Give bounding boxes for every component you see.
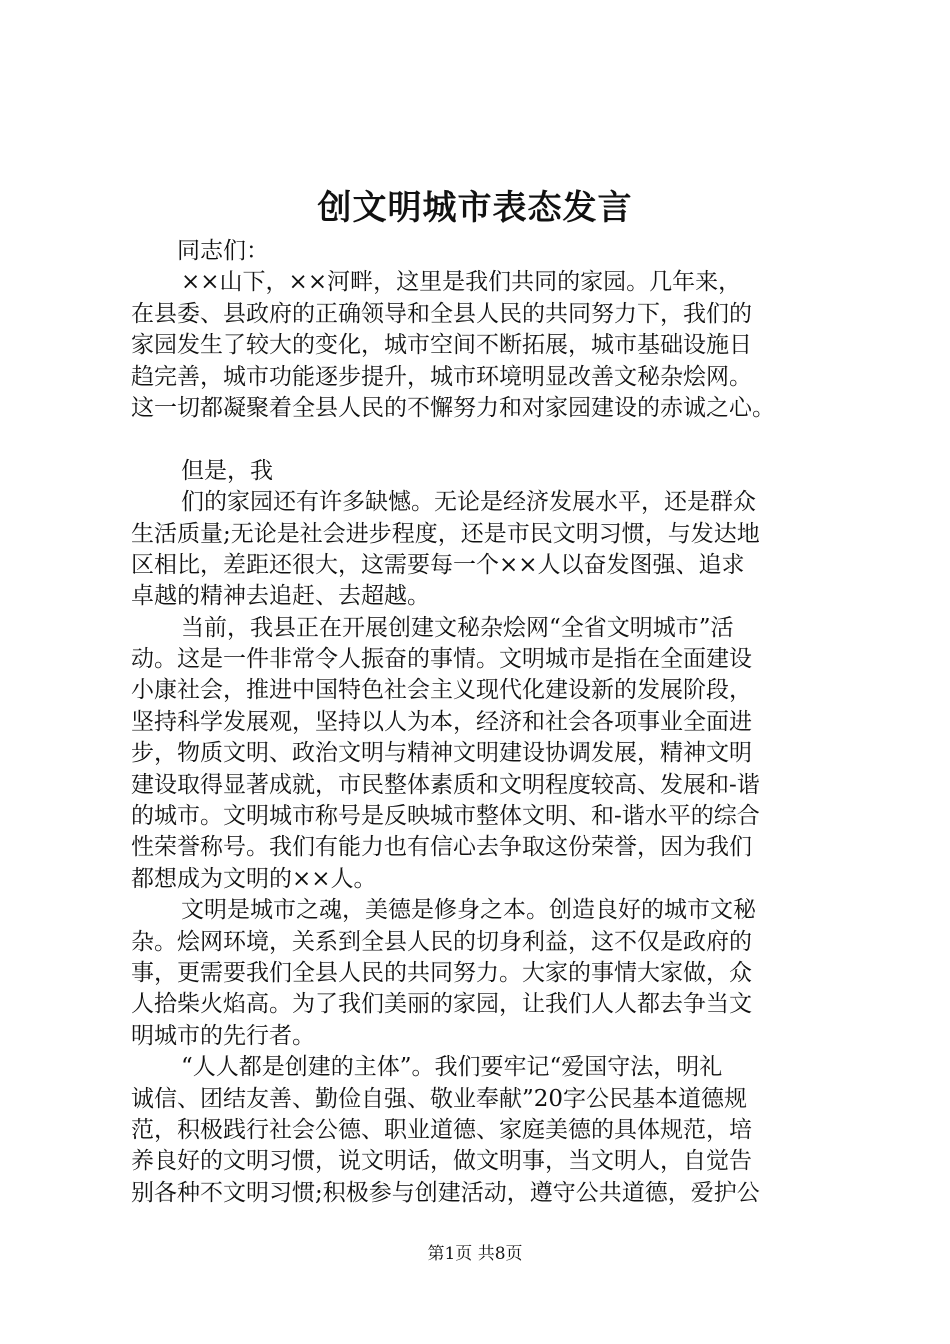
paragraph-line: “人人都是创建的主体”。我们要牢记“爱国守法，明礼 [181,1054,723,1081]
paragraph-line: 性荣誉称号。我们有能力也有信心去争取这份荣誉，因为我们 [131,834,752,861]
paragraph-line: 的城市。文明城市称号是反映城市整体文明、和-谐水平的综合 [131,803,760,830]
paragraph-line: 这一切都凝聚着全县人民的不懈努力和对家园建设的赤诚之心。 [131,394,775,421]
paragraph-line: 们的家园还有许多缺憾。无论是经济发展水平，还是群众 [181,489,756,516]
document-body [131,236,831,1209]
paragraph-line: 动。这是一件非常令人振奋的事情。文明城市是指在全面建设 [131,646,752,673]
paragraph-line: 养良好的文明习惯，说文明话，做文明事，当文明人，自觉告 [131,1148,752,1175]
paragraph-line: 当前，我县正在开展创建文秘杂烩网“全省文明城市”活 [181,614,734,641]
paragraph-line: 在县委、县政府的正确领导和全县人民的共同努力下，我们的 [131,300,752,327]
paragraph-line: 小康社会，推进中国特色社会主义现代化建设新的发展阶段， [131,677,752,704]
paragraph-line: 事，更需要我们全县人民的共同努力。大家的事情大家做，众 [131,959,752,986]
paragraph-line: 明城市的先行者。 [131,1022,315,1049]
paragraph-line: 但是，我 [181,457,273,484]
paragraph-line: 范，积极践行社会公德、职业道德、家庭美德的具体规范，培 [131,1116,752,1143]
paragraph-line: 都想成为文明的××人。 [131,865,377,892]
page-footer: 第1页 共8页 [427,1244,523,1264]
paragraph-line: 卓越的精神去追赶、去超越。 [131,583,430,610]
paragraph-line: 文明是城市之魂，美德是修身之本。创造良好的城市文秘 [181,897,756,924]
paragraph-line: 人拾柴火焰高。为了我们美丽的家园，让我们人人都去争当文 [131,991,752,1018]
paragraph-gap [131,424,831,455]
paragraph-line: 家园发生了较大的变化，城市空间不断拓展，城市基础设施日 [131,332,752,359]
salutation-line: 同志们： [177,238,269,264]
paragraph-line: 趋完善，城市功能逐步提升，城市环境明显改善文秘杂烩网。 [131,363,752,390]
paragraph-line: 建设取得显著成就，市民整体素质和文明程度较高、发展和-谐 [131,771,760,798]
paragraph-line: 诚信、团结友善、勤俭自强、敬业奉献”20字公民基本道德规 [131,1085,748,1112]
paragraph-line: 区相比，差距还很大，这需要每一个××人以奋发图强、追求 [131,551,745,578]
paragraph-line: 生活质量;无论是社会进步程度，还是市民文明习惯，与发达地 [131,520,760,547]
document-title: 创文明城市表态发言 [317,188,633,228]
paragraph-line: 步，物质文明、政治文明与精神文明建设协调发展，精神文明 [131,740,752,767]
paragraph-line: 别各种不文明习惯;积极参与创建活动，遵守公共道德，爱护公 [131,1179,760,1206]
paragraph-line: 杂。烩网环境，关系到全县人民的切身利益，这不仅是政府的 [131,928,752,955]
paragraph-line: ××山下，××河畔，这里是我们共同的家园。几年来， [181,269,742,296]
paragraph-line: 坚持科学发展观，坚持以人为本，经济和社会各项事业全面进 [131,708,752,735]
